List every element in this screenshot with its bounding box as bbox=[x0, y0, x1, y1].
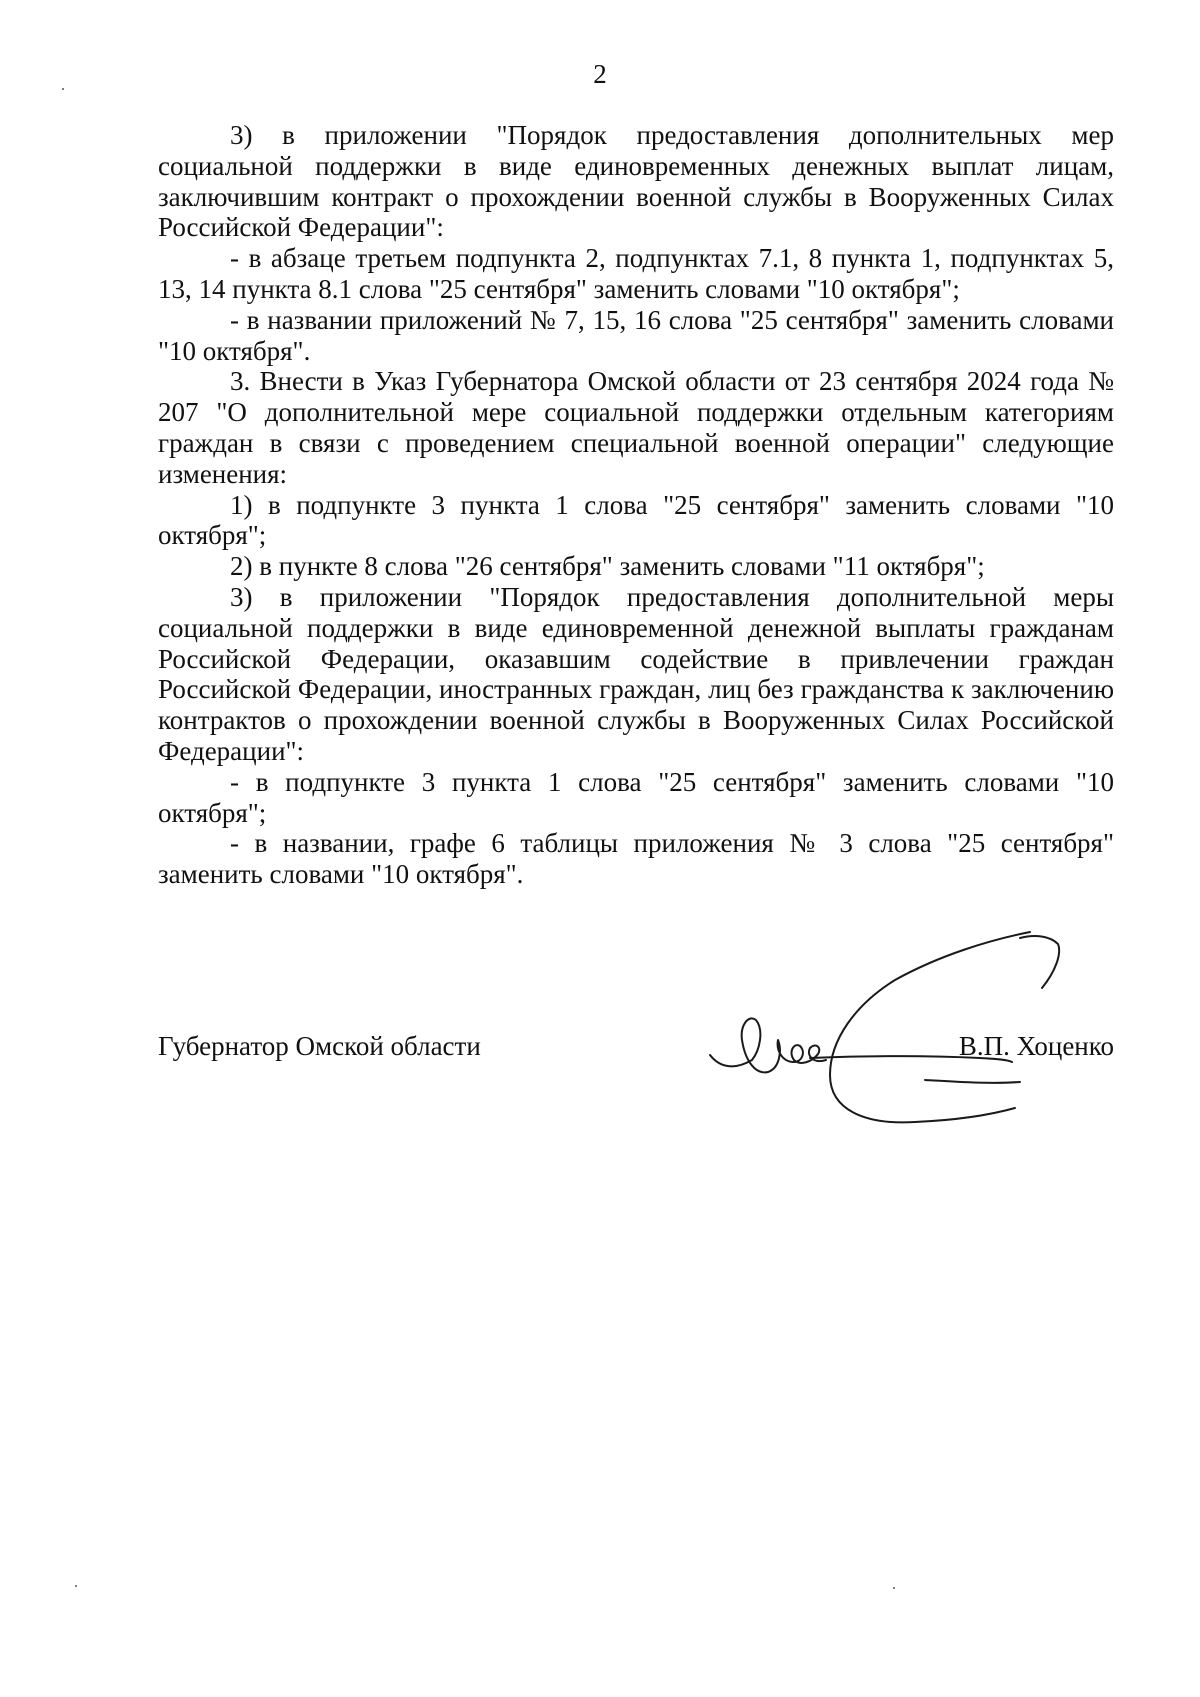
signer-title: Губернатор Омской области bbox=[158, 1031, 481, 1061]
paragraph-item-grafa: - в названии, графе 6 таблицы приложения № 3 слова "25 сентября" заменить словами "10 октября". bbox=[158, 828, 1114, 890]
paragraph-appendix-2: 3) в приложении "Порядок предоставления дополнительной меры социальной поддержки в виде единовременной денежной выплаты гражданам Российской Федерации, оказавшим содействие в привлечении граждан Российской Федерации, иностранных граждан, лиц без гражданства к заключению контрактов о прохождении военной службы в Вооруженных Силах Российской Федерации": bbox=[158, 581, 1114, 766]
scan-speck bbox=[893, 1587, 895, 1589]
paragraph-item-abzats: - в абзаце третьем подпункта 2, подпунктах 7.1, 8 пункта 1, подпунктах 5, 13, 14 пункта 8.1 слова "25 сентября" заменить словами "10 октября"; bbox=[158, 243, 1114, 304]
signer-name: В.П. Хоценко bbox=[958, 1031, 1114, 1061]
scan-speck bbox=[75, 1585, 77, 1587]
paragraph-subitem-1: 1) в подпункте 3 пункта 1 слова "25 сентября" заменить словами "10 октября"; bbox=[158, 489, 1114, 551]
scan-speck bbox=[62, 88, 64, 90]
paragraph-section-3: 3. Внести в Указ Губернатора Омской области от 23 сентября 2024 года № 207 "О дополнительной мере социальной поддержки отдельным категориям граждан в связи с проведением специальной военной операции" следующие изменения: bbox=[158, 366, 1114, 489]
page-number: 2 bbox=[593, 59, 607, 89]
paragraph-subitem-2: 2) в пункте 8 слова "26 сентября" заменить словами "11 октября"; bbox=[230, 551, 985, 582]
paragraph-appendix-1: 3) в приложении "Порядок предоставления дополнительных мер социальной поддержки в виде единовременных денежных выплат лицам, заключившим контракт о прохождении военной службы в Вооруженных Силах Российской Федерации": bbox=[158, 120, 1114, 243]
paragraph-item-nazvanie: - в названии приложений № 7, 15, 16 слова "25 сентября" заменить словами "10 октября". bbox=[158, 304, 1114, 366]
document-body bbox=[158, 120, 1114, 890]
signature-block bbox=[158, 1020, 1114, 1080]
paragraph-item-podpunkt: - в подпункте 3 пункта 1 слова "25 сентября" заменить словами "10 октября"; bbox=[158, 766, 1114, 828]
